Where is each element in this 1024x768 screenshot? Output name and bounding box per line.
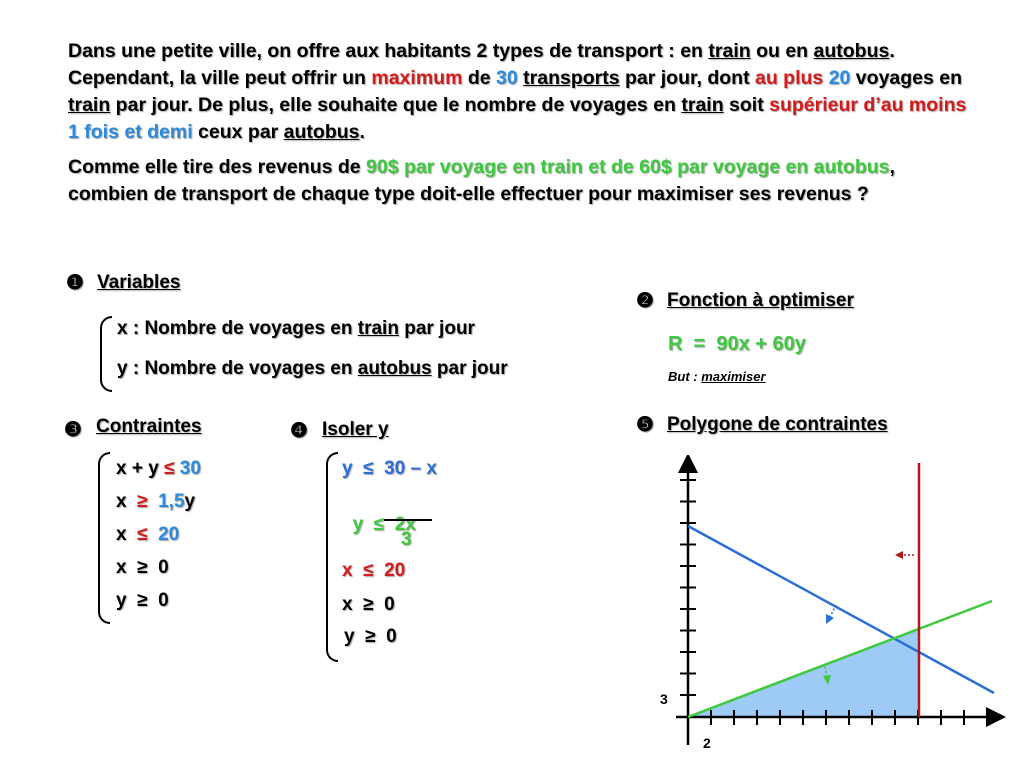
constraint-rhs: 0: [147, 557, 169, 578]
section-5-number: ❺: [636, 414, 654, 436]
constraint-lhs: y: [116, 590, 138, 611]
direction-arrow-x-max: [895, 551, 914, 559]
variable-x-mode: train: [357, 318, 399, 339]
variable-y-mode: autobus: [357, 358, 432, 379]
x-tick-label: 2: [703, 735, 711, 751]
variable-x-suffix: par jour: [398, 318, 475, 339]
variable-y-suffix: par jour: [431, 358, 508, 379]
constraint-lhs: x: [116, 524, 138, 545]
p1-segment: voyages en: [850, 67, 963, 89]
constraints-brace: [98, 452, 110, 624]
p1-segment: train: [708, 40, 751, 62]
p1-segment: par jour, dont: [619, 67, 755, 89]
p1-segment: ceux par: [192, 121, 284, 143]
section-4-title: Isoler y: [322, 419, 389, 440]
section-5-title: Polygone de contraintes: [667, 414, 888, 435]
direction-arrow-sum: [826, 605, 836, 624]
fraction-numerator: 2x: [394, 514, 416, 535]
p2-segment: Comme elle tire des revenus de: [68, 156, 367, 178]
p1-segment: 30: [496, 67, 518, 89]
constraint-operator: ≤: [137, 524, 148, 545]
section-4-number: ❹: [290, 420, 308, 442]
objective-function: R = 90x + 60y: [668, 333, 806, 355]
p1-segment: supérieur d’au moins: [769, 94, 967, 116]
goal-value: maximiser: [701, 369, 766, 384]
fraction-denominator: 3: [401, 529, 412, 550]
variable-x-text: x : Nombre de voyages en: [117, 318, 358, 339]
constraint-row: [116, 458, 201, 491]
goal-label: But :: [668, 369, 702, 384]
p2-segment: 90$ par voyage en train et de 60$ par voyage en autobus: [366, 156, 890, 178]
p1-segment: autobus: [283, 121, 360, 143]
p1-segment: Dans une petite ville, on offre aux habitants 2 types de transport : en: [68, 40, 709, 62]
isolated-brace: [326, 452, 338, 662]
section-3-number: ❸: [64, 419, 82, 441]
section-1-title: Variables: [97, 272, 181, 293]
constraint-operator: ≥: [137, 590, 148, 611]
variable-y-text: y : Nombre de voyages en: [117, 358, 358, 379]
isolated-row-5: y ≥ 0: [344, 626, 397, 647]
p1-segment: ou en: [750, 40, 814, 62]
constraint-rhs: 0: [147, 590, 169, 611]
p2-segment: , combien de transport de chaque type doit-elle effectuer pour maximiser ses revenus ?: [68, 156, 895, 205]
isolated-row-1: y ≤ 30 – x: [342, 458, 437, 479]
p1-segment: soit: [723, 94, 770, 116]
problem-paragraph-2: [68, 154, 968, 208]
isolated-row-4: x ≥ 0: [342, 594, 395, 615]
p1-segment: train: [681, 94, 724, 116]
p1-segment: 1 fois et demi: [68, 121, 193, 143]
constraint-rhs: 30: [174, 458, 201, 479]
p1-segment: train: [68, 94, 111, 116]
y-tick-label: 3: [660, 691, 668, 707]
constraint-lhs: x + y: [116, 458, 165, 479]
fraction-bar: [384, 519, 432, 521]
objective-goal: [668, 369, 766, 384]
constraint-polygon-graph: [640, 455, 1010, 760]
p1-segment: autobus: [813, 40, 890, 62]
constraint-row: [116, 557, 201, 590]
p1-segment: au plus: [755, 67, 824, 89]
constraint-row: [116, 590, 201, 623]
constraint-rhs-variable: y: [184, 491, 196, 512]
p1-segment: 20: [828, 67, 851, 89]
constraint-rhs: 1,5: [147, 491, 185, 512]
variable-y-definition: [117, 358, 508, 380]
p1-segment: .: [359, 121, 365, 143]
section-2-title: Fonction à optimiser: [667, 290, 854, 311]
constraint-row: [116, 524, 201, 557]
constraints-list: [116, 458, 201, 623]
isolated-row-2-lhs: y ≤: [352, 514, 395, 535]
variables-brace: [100, 316, 112, 392]
constraint-operator: ≥: [137, 491, 148, 512]
constraint-lhs: x: [116, 491, 138, 512]
variable-x-definition: [117, 318, 475, 340]
section-2-number: ❷: [636, 290, 654, 312]
section-1-number: ❶: [66, 272, 84, 294]
problem-paragraph-1: [68, 38, 968, 146]
p1-segment: transports: [523, 67, 620, 89]
p1-segment: de: [462, 67, 497, 89]
constraint-operator: ≥: [137, 557, 148, 578]
constraint-operator: ≤: [164, 458, 175, 479]
p1-segment: maximum: [371, 67, 463, 89]
isolated-row-3: x ≤ 20: [342, 560, 406, 581]
p1-segment: . Cependant, la ville peut offrir un: [68, 40, 895, 89]
constraint-rhs: 20: [147, 524, 180, 545]
p1-segment: par jour. De plus, elle souhaite que le nombre de voyages en: [110, 94, 682, 116]
constraint-row: [116, 491, 201, 524]
problem-statement: [68, 38, 968, 216]
constraint-lhs: x: [116, 557, 138, 578]
section-3-title: Contraintes: [96, 416, 202, 437]
